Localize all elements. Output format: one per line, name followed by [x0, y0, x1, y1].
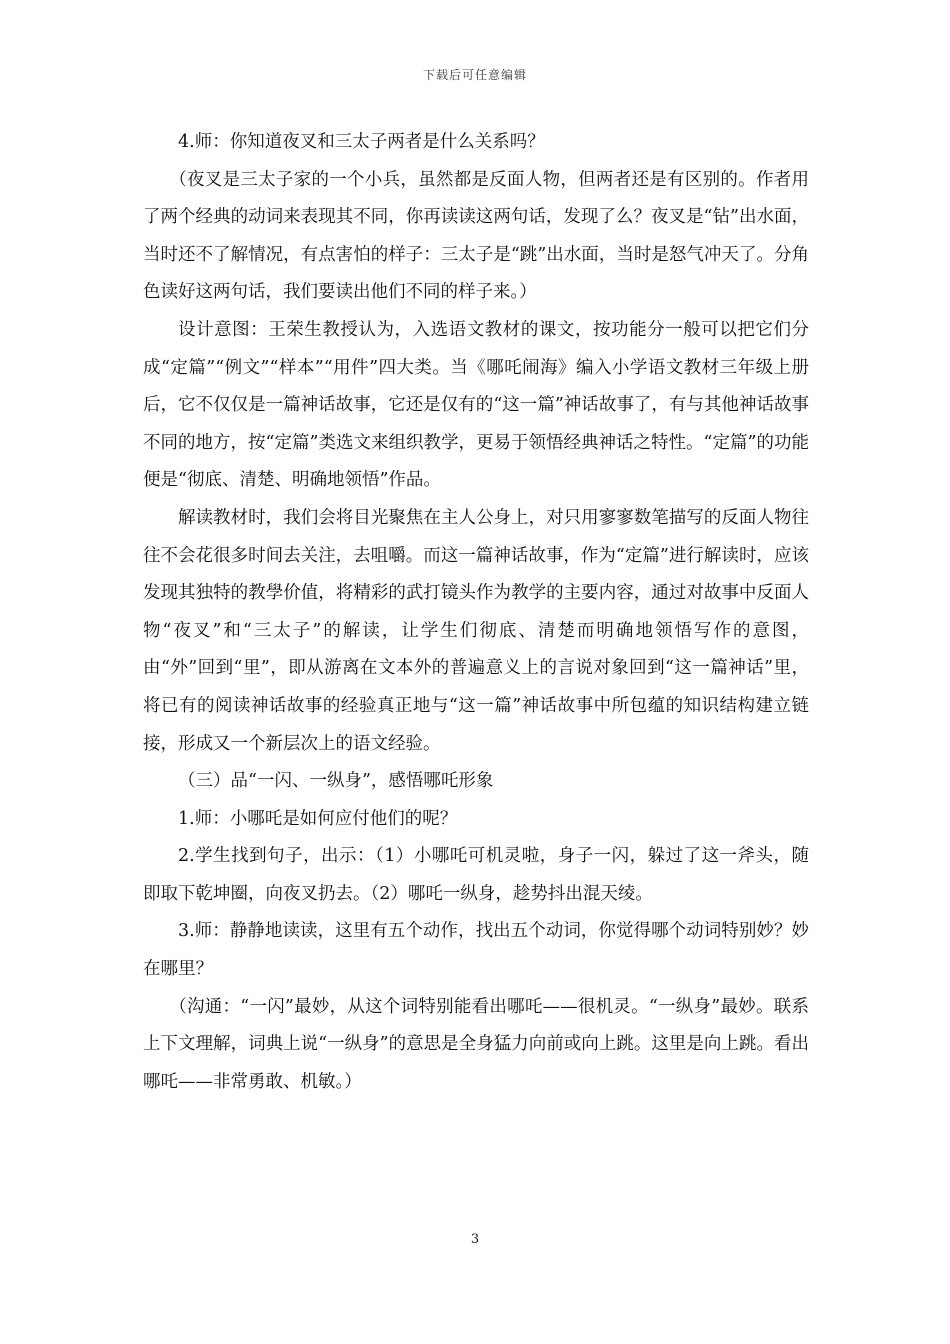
paragraph-communication: （沟通：“一闪”最妙，从这个词特别能看出哪吒——很机灵。“一纵身”最妙。联系上下文理解，词典上说“一纵身”的意思是全身猛力向前或向上跳。这里是向上跳。看出哪吒——非常勇敢、机敏。） — [143, 996, 809, 1092]
paragraph-answer-yecha: （夜叉是三太子家的一个小兵，虽然都是反面人物，但两者还是有区别的。作者用了两个经典的动词来表现其不同，你再读读这两句话，发现了么？夜叉是“钻”出水面，当时还不了解情况，有点害怕的样子：三太子是“跳”出水面，当时是怒气冲天了。分角色读好这两句话，我们要读出他们不同的样子来。） — [143, 169, 809, 303]
section-heading-3: （三）品“一闪、一纵身”，感悟哪吒形象 — [178, 771, 494, 792]
paragraph-item-2: 2.学生找到句子，出示：（1）小哪吒可机灵啦，身子一闪，躲过了这一斧头，随即取下乾坤圈，向夜叉扔去。（2）哪吒一纵身，趁势抖出混天绫。 — [143, 846, 809, 904]
paragraph-question-3: 3.师：静静地读读，这里有五个动作，找出五个动词，你觉得哪个动词特别妙？妙在哪里？ — [143, 921, 809, 980]
paragraph-question-4: 4.师：你知道夜叉和三太子两者是什么关系吗？ — [178, 132, 545, 152]
page-header: 下载后可任意编辑 — [422, 68, 527, 82]
page-number: 3 — [470, 1232, 480, 1247]
document-body — [143, 124, 809, 1101]
paragraph-interpretation: 解读教材时，我们会将目光聚焦在主人公身上，对只用寥寥数笔描写的反面人物往往不会花很多时间去关注，去咀嚼。而这一篇神话故事，作为“定篇”进行解读时，应该发现其独特的教學价值，将精彩的武打镜头作为教学的主要内容，通过对故事中反面人物“夜叉”和“三太子”的解读，让学生们彻底、清楚而明确地领悟写作的意图，由“外”回到“里”，即从游离在文本外的普遍意义上的言说对象回到“这一篇神话”里，将已有的阅读神话故事的经验真正地与“这一篇”神话故事中所包蕴的知识结构建立链接，形成又一个新层次上的语文经验。 — [143, 507, 809, 754]
paragraph-question-1: 1.师：小哪吒是如何应付他们的呢？ — [178, 808, 458, 829]
paragraph-design-intent: 设计意图：王荣生教授认为，入选语文教材的课文，按功能分一般可以把它们分成“定篇”“例文”“样本”“用件”四大类。当《哪吒闹海》编入小学语文教材三年级上册后，它不仅仅是一篇神话故事，它还是仅有的“这一篇”神话故事了，有与其他神话故事不同的地方，按“定篇”类选文来组织教学，更易于领悟经典神话之特性。“定篇”的功能便是“彻底、清楚、明确地领悟”作品。 — [143, 319, 809, 491]
